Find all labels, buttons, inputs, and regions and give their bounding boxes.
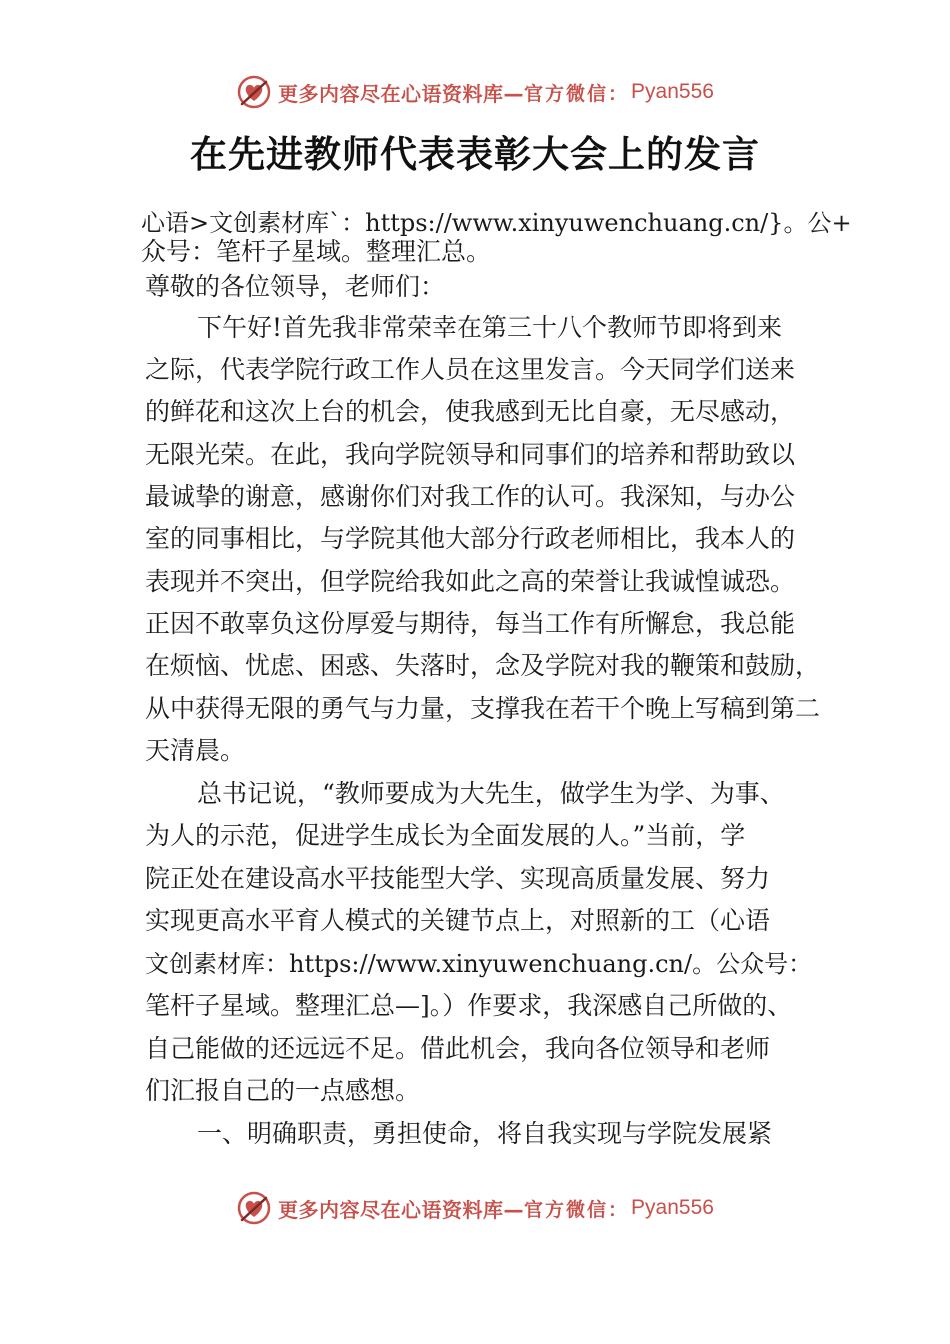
body-line: 室的同事相比，与学院其他大部分行政老师相比，我本人的 [145,524,796,553]
body-line: 院正处在建设高水平技能型大学、实现高质量发展、努力 [145,864,771,893]
banner-wechat-id: Pyan556 [631,80,714,103]
banner-wechat-label: 官方微信： [524,82,630,105]
heart-logo-icon [236,74,272,110]
body-line: 的鲜花和这次上台的机会，使我感到无比自豪，无尽感动， [145,397,796,426]
body-line: 最诚挚的谢意，感谢你们对我工作的认可。我深知，与办公 [145,482,796,511]
body-line: 从中获得无限的勇气与力量，支撑我在若干个晚上写稿到第二 [145,694,821,723]
body-line: 正因不敢辜负这份厚爱与期待，每当工作有所懈怠，我总能 [145,609,796,638]
document-title: 在先进教师代表表彰大会上的发言 [190,133,760,176]
footer-banner [0,1186,950,1230]
body-line: 为人的示范，促进学生成长为全面发展的人。”当前，学 [145,821,746,850]
body-line: 总书记说，“教师要成为大先生，做学生为学、为事、 [197,779,785,808]
body-line: 在烦恼、忧虑、困惑、失落时，念及学院对我的鞭策和鼓励， [145,651,821,680]
body-line: 文创素材库：https://www.xinyuwenchuang.cn/。公众号： [145,950,813,978]
body-line: 们汇报自己的一点感想。 [145,1076,421,1105]
heart-logo-icon [236,1190,272,1226]
body-line: 心语>文创素材库`：https://www.xinyuwenchuang.cn/}。公+ [141,209,852,237]
banner-text: 更多内容尽在心语资料库— [278,1197,525,1222]
body-line: 众号：笔杆子星域。整理汇总。 [141,237,492,266]
banner-wechat-label: 官方微信： [524,1198,630,1221]
body-line: 天清晨。 [145,736,246,765]
body-line: 之际，代表学院行政工作人员在这里发言。今天同学们送来 [145,355,796,384]
banner-wechat-id: Pyan556 [631,1196,714,1219]
banner-text: 更多内容尽在心语资料库— [278,81,525,106]
body-line: 自己能做的还远远不足。借此机会，我向各位领导和老师 [145,1034,771,1063]
body-line: 实现更高水平育人模式的关键节点上，对照新的工（心语 [145,906,771,935]
body-line: 下午好!首先我非常荣幸在第三十八个教师节即将到来 [197,313,783,342]
body-line: 表现并不突出，但学院给我如此之高的荣誉让我诚惶诚恐。 [145,567,796,596]
body-line: 无限光荣。在此，我向学院领导和同事们的培养和帮助致以 [145,440,796,469]
greeting-line: 尊敬的各位领导，老师们： [145,272,446,301]
body-line: 一、明确职责，勇担使命，将自我实现与学院发展紧 [197,1119,773,1148]
body-line: 笔杆子星域。整理汇总—]。）作要求，我深感自己所做的、 [145,991,793,1020]
header-banner [0,70,950,114]
